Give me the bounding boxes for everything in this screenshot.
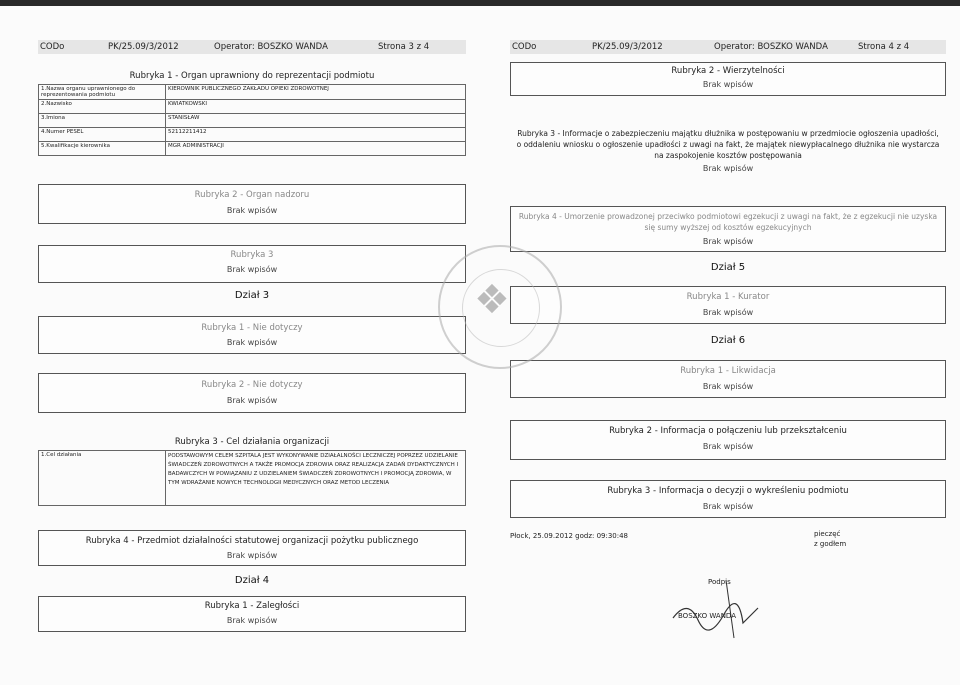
dzial3-r1-box (38, 316, 466, 354)
row-label: 1.Cel działania (39, 451, 166, 506)
rubryka2-title: Rubryka 2 - Wierzytelności (671, 66, 785, 76)
place-date: Płock, 25.09.2012 godz: 09:30:48 (510, 532, 629, 540)
dzial4-r1-empty: Brak wpisów (226, 616, 278, 625)
dzial3-r1-title: Rubryka 1 - Nie dotyczy (201, 323, 303, 333)
header-page: Strona 4 z 4 (858, 42, 910, 52)
row-label: 2.Nazwisko (39, 100, 166, 114)
table-row (39, 451, 466, 506)
rubryka2-empty: Brak wpisów (702, 80, 754, 89)
rubryka3-empty: Brak wpisów (226, 265, 278, 274)
dzial3-r2-empty: Brak wpisów (226, 396, 278, 405)
row-value: KWIATKOWSKI (166, 100, 466, 114)
header-operator: Operator: BOSZKO WANDA (714, 42, 828, 52)
dzial3-r3-title: Rubryka 3 - Cel działania organizacji (174, 437, 330, 447)
dzial5-r1-empty: Brak wpisów (702, 308, 754, 317)
dzial3-r2-title: Rubryka 2 - Nie dotyczy (201, 380, 303, 390)
page-header (510, 40, 946, 54)
dzial4-r1-title: Rubryka 1 - Zaległości (204, 601, 300, 611)
dzial3-r2-box (38, 373, 466, 413)
stamp-note-2: z godłem (814, 540, 847, 548)
header-code: CODo (40, 42, 65, 52)
dzial5-heading: Dział 5 (710, 262, 746, 273)
row-label: 1.Nazwa organu uprawnionego do reprezentowania podmiotu (39, 85, 166, 100)
row-value: 52112211412 (166, 128, 466, 142)
rubryka1-title: Rubryka 1 - Organ uprawniony do reprezentacji podmiotu (129, 71, 375, 81)
rubryka4-empty: Brak wpisów (702, 237, 754, 246)
rubryka2-empty: Brak wpisów (226, 206, 278, 215)
row-value: MGR ADMINISTRACJI (166, 142, 466, 156)
cel-table (38, 450, 466, 506)
dzial6-r2-title: Rubryka 2 - Informacja o połączeniu lub przekształceniu (609, 426, 847, 436)
left-page (38, 40, 466, 670)
dzial3-r1-empty: Brak wpisów (226, 338, 278, 347)
table-row (39, 100, 466, 114)
dzial3-heading: Dział 3 (234, 290, 270, 301)
table-row (39, 128, 466, 142)
rubryka3-empty: Brak wpisów (702, 164, 754, 173)
rubryka3-title: Rubryka 3 (230, 250, 274, 260)
row-label: 4.Numer PESEL (39, 128, 166, 142)
dzial5-r1-title: Rubryka 1 - Kurator (686, 292, 770, 302)
row-value: KIEROWNIK PUBLICZNEGO ZAKŁADU OPIEKI ZDROWOTNEJ (166, 85, 466, 100)
eagle-emblem-icon: ❖ (474, 277, 510, 323)
dzial6-heading: Dział 6 (710, 335, 746, 346)
table-row (39, 85, 466, 100)
header-case: PK/25.09/3/2012 (592, 42, 663, 52)
page-header (38, 40, 466, 54)
header-operator: Operator: BOSZKO WANDA (214, 42, 328, 52)
handwritten-signature-icon (668, 578, 778, 648)
rubryka3-text: Rubryka 3 - Informacje o zabezpieczeniu majątku dłużnika w postępowaniu w przedmiocie ogłoszenia upadłości, o oddaleniu wniosku o ogłoszenie upadłości z uwagi na fakt, że majątek niewypłacalnego dłużnika nie wystarcza na zaspokojenie kosztów postępowania (516, 129, 940, 160)
dzial6-r1-empty: Brak wpisów (702, 382, 754, 391)
table-row (39, 114, 466, 128)
official-seal-stamp (438, 245, 562, 369)
header-case: PK/25.09/3/2012 (108, 42, 179, 52)
organ-table (38, 84, 466, 156)
signature-name: BOSZKO WANDA (678, 612, 736, 620)
dzial3-r4-title: Rubryka 4 - Przedmiot działalności statutowej organizacji pożytku publicznego (85, 536, 419, 546)
row-value: PODSTAWOWYM CELEM SZPITALA JEST WYKONYWANIE DZIAŁALNOŚCI LECZNICZEJ POPRZEZ UDZIELANIE ŚWIADCZEŃ ZDROWOTNYCH A TAKŻE PROMOCJA ZDROWIA ORAZ REALIZACJA ZADAŃ DYDAKTYCZNYCH I BADAWCZYCH W POWIĄZANIU Z UDZIELANIEM ŚWIADCZEŃ ZDROWOTNYCH I PROMOCJĄ ZDROWIA, W TYM WDRAŻANIE NOWYCH TECHNOLOGII MEDYCZNYCH ORAZ METOD LECZENIA (166, 451, 466, 506)
header-code: CODo (512, 42, 537, 52)
dzial3-r4-empty: Brak wpisów (226, 551, 278, 560)
row-label: 5.Kwalifikacje kierownika (39, 142, 166, 156)
table-row (39, 142, 466, 156)
dzial4-heading: Dział 4 (234, 575, 270, 586)
rubryka2-title: Rubryka 2 - Organ nadzoru (194, 190, 310, 200)
dzial6-r2-empty: Brak wpisów (702, 442, 754, 451)
dzial6-r3-empty: Brak wpisów (702, 502, 754, 511)
row-value: STANISŁAW (166, 114, 466, 128)
right-page (510, 40, 946, 670)
signature-label: Podpis (708, 578, 731, 586)
top-rule (0, 0, 960, 6)
stamp-note-1: pieczęć (814, 530, 841, 538)
row-label: 3.Imiona (39, 114, 166, 128)
header-page: Strona 3 z 4 (378, 42, 430, 52)
dzial6-r1-title: Rubryka 1 - Likwidacja (680, 366, 776, 376)
dzial6-r3-title: Rubryka 3 - Informacja o decyzji o wykreśleniu podmiotu (607, 486, 849, 496)
rubryka4-text: Rubryka 4 - Umorzenie prowadzonej przeciwko podmiotowi egzekucji z uwagi na fakt, że z egzekucji nie uzyska się sumy wyższej od kosztów egzekucyjnych (518, 212, 938, 232)
